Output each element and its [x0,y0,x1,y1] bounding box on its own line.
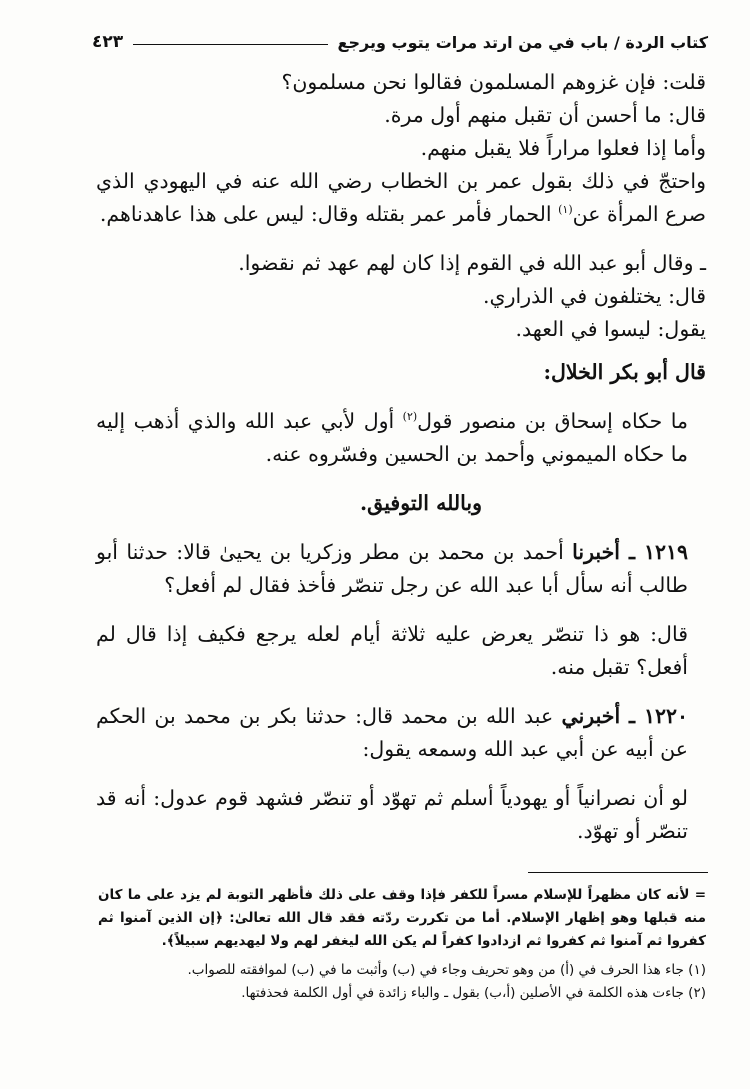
paragraph-7: يقول: ليسوا في العهد. [515,317,706,341]
footnote-continuation-end: . [161,933,167,949]
paragraph-4-text-b: الحمار فأمر عمر بقتله وقال: ليس على هذا عاهدناهم. [99,202,559,226]
footnote-2: (٢) جاءت هذه الكلمة في الأصلين (أ،ب) بقول ـ والباء زائدة في أول الكلمة فحذفتها. [241,985,706,1001]
paragraph-2: قال: ما أحسن أن تقبل منهم أول مرة. [384,103,706,127]
paragraph-12: قال: هو ذا تنصّر يعرض عليه ثلاثة أيام لعله يرجع فكيف إذا قال لم أفعل؟ تقبل منه. [96,622,688,679]
hadith-1219-text: أحمد بن محمد بن مطر وزكريا بن يحيىٰ قالا: حدثنا أبو طالب أنه سأل أبا عبد الله عن رجل تنصّر فأخذ فقال لم أفعل؟ [96,540,688,597]
running-header [92,28,708,56]
hadith-1220 [96,700,706,766]
section-heading-khallal: قال أبو بكر الخلال: [543,360,706,384]
hadith-1219 [96,536,706,602]
closing-phrase: وبالله التوفيق. [360,491,482,515]
footnote-continuation [98,884,706,953]
hadith-1220-text: عبد الله بن محمد قال: حدثنا بكر بن محمد بن الحكم عن أبيه عن أبي عبد الله وسمعه يقول: [96,704,688,761]
page-number: ٤٢٣ [92,32,124,52]
paragraph-14: لو أن نصرانياً أو يهودياً أسلم ثم تهوّد أو تنصّر فشهد قوم عدول: أنه قد تنصّر أو تهوّد. [96,786,688,843]
footnote-ref-2: (٢) [402,410,418,424]
paragraph-9-text-b: أول لأبي عبد الله والذي أذهب إليه ما حكاه الميموني وأحمد بن الحسين وفسّروه عنه. [96,409,688,466]
header-rule [133,44,327,45]
paragraph-5: ـ وقال أبو عبد الله في القوم إذا كان لهم عهد ثم نقضوا. [238,251,706,275]
hadith-1220-number: ١٢٢٠ ـ أخبرني [561,704,688,728]
hadith-1219-number: ١٢١٩ ـ أخبرنا [572,540,688,564]
footnote-continuation-text: = لأنه كان مظهراً للإسلام مسراً للكفر فإذا وقف على ذلك فأظهر التوبة لم يزد على ما كان منه قبلها وهو إظهار الإسلام. أما من تكررت ردّته فقد قال الله تعالىٰ: [98,887,706,926]
header-title: كتاب الردة / باب في من ارتد مرات يتوب ويرجع [337,32,708,52]
paragraph-9-text-a: ما حكاه إسحاق بن منصور قول [417,409,688,433]
paragraph-1: قلت: فإن غزوهم المسلمون فقالوا نحن مسلمون؟ [281,70,706,94]
paragraph-4 [96,165,706,231]
footnote-ref-1: (١) [558,203,573,217]
main-text [96,66,706,848]
paragraph-9 [96,405,706,471]
footnote-1: (١) جاء هذا الحرف في (أ) من وهو تحريف وجاء في (ب) وأثبت ما في (ب) لموافقته للصواب. [187,962,706,978]
footnotes [98,884,706,1005]
quran-quote: ﴿إن الذين آمنوا ثم كفروا ثم آمنوا ثم كفروا ثم ازدادوا كفراً لم يكن الله ليغفر لهم ولا ليهديهم سبيلاً﴾ [98,910,706,949]
footnote-separator [528,872,708,873]
paragraph-4-text-a: واحتجّ في ذلك بقول عمر بن الخطاب رضي الله عنه في اليهودي الذي صرع المرأة عن [96,169,706,226]
paragraph-6: قال: يختلفون في الذراري. [483,284,706,308]
paragraph-3: وأما إذا فعلوا مراراً فلا يقبل منهم. [420,136,706,160]
